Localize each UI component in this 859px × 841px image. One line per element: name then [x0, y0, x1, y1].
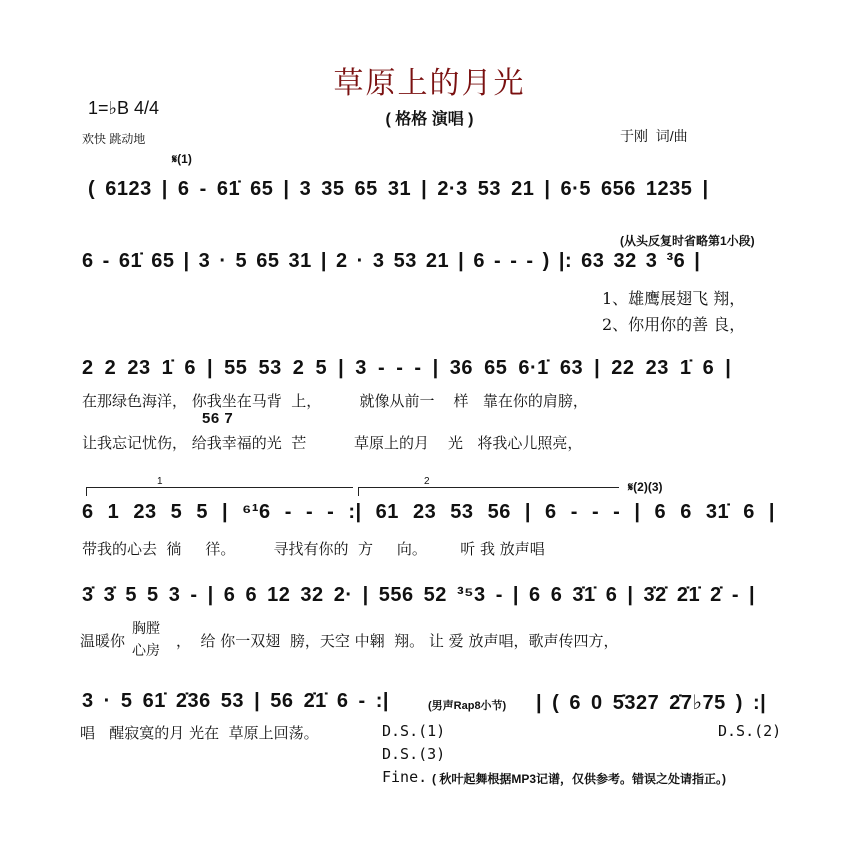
- score-row-6-tail: | ( 6 0 5̇327 2̇7♭75 ) :|: [536, 692, 767, 714]
- lyric-row5-b: ， 给 你一双翅 膀，天空 中翱 翔。 让 爱 放声唱，歌声传四方，: [176, 632, 619, 650]
- score-row-1: ( 6123 | 6 - 61̇ 65 | 3 35 65 31 | 2·3 53 21 | 6·5 656 1235 |: [88, 178, 709, 200]
- lyric-row3-verse2: 让我忘记忧伤， 给我幸福的光 芒 草原上的月 光 将我心儿照亮，: [82, 434, 583, 452]
- footnote: ( 秋叶起舞根据MP3记谱，仅供参考。错误之处请指正。): [432, 772, 727, 786]
- segno-1: 𝄋(1): [172, 152, 192, 166]
- lyric-row4: 带我的心去 徜 徉。 寻找有你的 方 向。 听 我 放声唱: [82, 540, 545, 558]
- ds2: D.S.(2): [718, 722, 782, 740]
- score-row-2: 6 - 61̇ 65 | 3 · 5 65 31 | 2 · 3 53 21 | 6 - - - ) |: 63 32 3 ³6 |: [82, 250, 701, 272]
- score-row-5: 3̇ 3̇ 5 5 3 - | 6 6 12 32 2· | 556 52 ³⁵3 - | 6 6 3̇1̇ 6 | 3̇2̇ 2̇1̇ 2̇ - |: [82, 584, 756, 606]
- lyric-verse1-start: 1、雄鹰展翅飞 翔，: [602, 289, 746, 308]
- tempo-marking: 欢快 跳动地: [82, 132, 146, 146]
- lyric-row6: 唱 醒寂寞的月 光在 草原上回荡。: [80, 724, 319, 742]
- ds1: D.S.(1): [382, 722, 446, 740]
- volta-2: 2: [358, 487, 619, 496]
- ds3: D.S.(3): [382, 745, 446, 763]
- key-signature: 1=♭B 4/4: [88, 98, 160, 118]
- alt-notes: 56 7: [202, 410, 234, 427]
- score-row-6: 3 · 5 61̇ 2̇36 53 | 56 2̇1̇ 6 - :|: [82, 690, 390, 712]
- segno-2: 𝄋(2)(3): [628, 480, 663, 494]
- song-title: 草原上的月光: [333, 66, 526, 101]
- lyric-row3-verse1: 在那绿色海洋， 你我坐在马背 上， 就像从前一 样 靠在你的肩膀，: [82, 392, 588, 410]
- rap-note: (男声Rap8小节): [428, 700, 507, 712]
- fine: Fine.: [382, 768, 428, 786]
- author: 于刚 词/曲: [620, 128, 688, 144]
- lyric-row5-alt1: 胸膛: [132, 621, 160, 637]
- performer: ( 格格 演唱 ): [385, 111, 474, 128]
- lyric-verse2-start: 2、你用你的善 良，: [602, 315, 746, 334]
- repeat-note: (从头反复时省略第1小段): [620, 234, 755, 248]
- lyric-row5-alt2: 心房: [132, 643, 160, 659]
- score-row-3: 2 2 23 1̇ 6 | 55 53 2 5 | 3 - - - | 36 65 6·1̇ 63 | 22 23 1̇ 6 |: [82, 357, 732, 379]
- lyric-row5-a: 温暖你: [80, 632, 126, 650]
- score-row-4: 6 1 23 5 5 | ⁶¹6 - - - :| 61 23 53 56 | 6 - - - | 6 6 31̇ 6 |: [82, 501, 775, 523]
- volta-1: 1: [86, 487, 353, 496]
